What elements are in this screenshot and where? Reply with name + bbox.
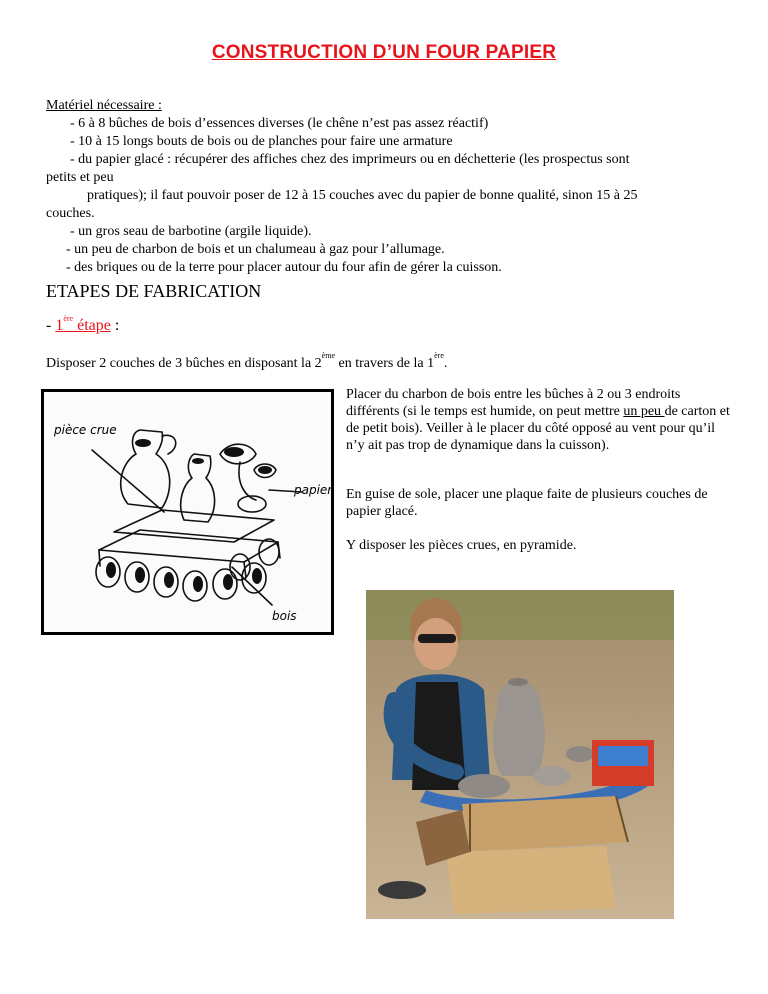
materials-heading: Matériel nécessaire :: [46, 98, 162, 113]
kiln-photo-illustration: [366, 590, 674, 919]
list-item: - du papier glacé : récupérer des affiches chez des imprimeurs ou en déchetterie (les prospectus sont: [70, 152, 630, 167]
list-item: couches.: [46, 206, 95, 221]
sketch-label-piece: pièce crue: [54, 423, 117, 437]
step-heading: [46, 314, 120, 335]
intro-part2: en travers de la 1: [335, 356, 435, 371]
step-intro: [46, 351, 448, 373]
intro-sup2: ère: [434, 351, 444, 360]
paragraph-sole: En guise de sole, placer une plaque faite de plusieurs couches de papier glacé.: [346, 487, 708, 519]
list-item: - un gros seau de barbotine (argile liquide).: [70, 224, 312, 239]
step-suffix: :: [110, 317, 120, 334]
section-heading: ETAPES DE FABRICATION: [46, 281, 262, 301]
sketch-label-bois: bois: [272, 609, 297, 623]
intro-part1: Disposer 2 couches de 3 bûches en disposant la 2: [46, 356, 322, 371]
paragraph-pieces: Y disposer les pièces crues, en pyramide.: [346, 538, 577, 553]
list-item: - 10 à 15 longs bouts de bois ou de planches pour faire une armature: [70, 134, 453, 149]
list-item: - un peu de charbon de bois et un chalumeau à gaz pour l’allumage.: [66, 242, 445, 257]
sketch-label-papier: papier: [294, 483, 331, 497]
step-number: 1: [55, 317, 64, 334]
step-sup: ère: [63, 314, 74, 323]
list-item: petits et peu: [46, 170, 114, 185]
kiln-photo: [366, 590, 674, 919]
step-prefix: -: [46, 317, 56, 334]
intro-sup1: ème: [321, 351, 335, 360]
paragraph-charbon: [346, 386, 731, 454]
step-word: étape: [73, 317, 111, 334]
list-item: pratiques); il faut pouvoir poser de 12 à 15 couches avec du papier de bonne qualité, sinon 15 à 25: [87, 188, 638, 203]
kiln-sketch-figure: [41, 389, 334, 635]
list-item: - des briques ou de la terre pour placer autour du four afin de gérer la cuisson.: [66, 260, 502, 275]
page-title: CONSTRUCTION D’UN FOUR PAPIER: [211, 42, 557, 63]
p1-underlined: un peu: [623, 404, 665, 419]
p1-text-b: de carton et de petit bois). Veiller à le placer du côté opposé au vent pour qu’il n’y ait pas trop de dynamique dans la cuisson).: [346, 404, 730, 453]
intro-part3: .: [443, 356, 448, 371]
list-item: - 6 à 8 bûches de bois d’essences diverses (le chêne n’est pas assez réactif): [70, 116, 489, 131]
kiln-sketch-drawing: [44, 392, 331, 632]
p1-text-a: Placer du charbon de bois entre les bûches à 2 ou 3 endroits différents (si le temps est humide, on peut mettre: [346, 387, 681, 419]
